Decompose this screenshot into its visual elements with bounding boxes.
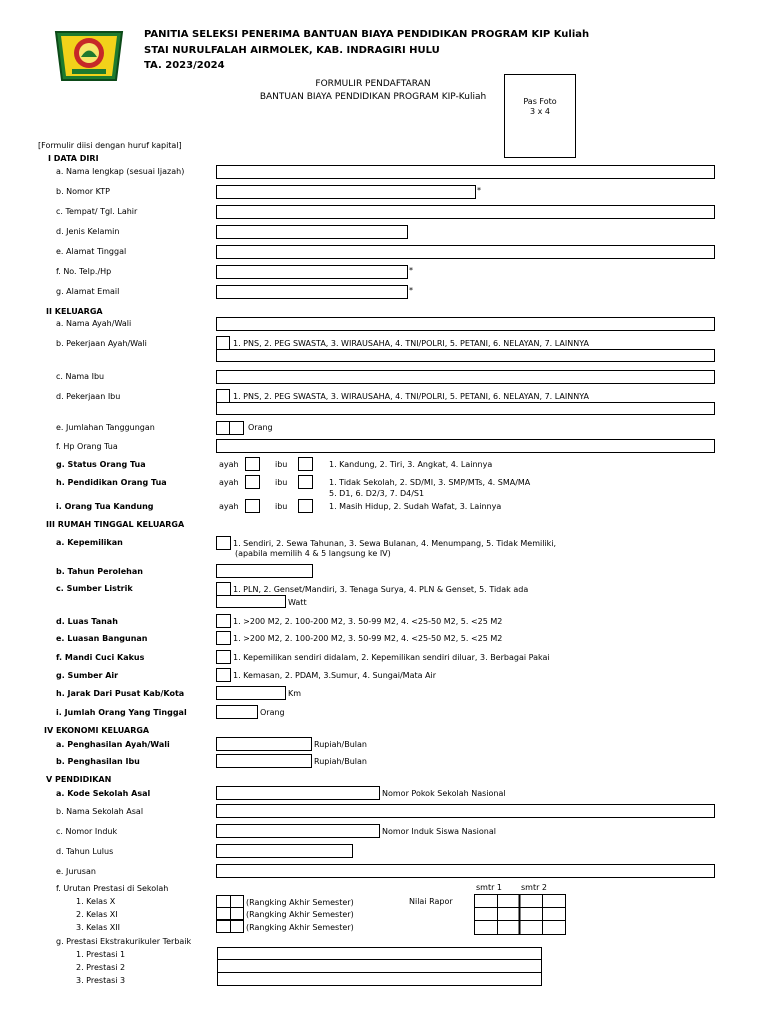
kelas-xii-rank-2[interactable]: [230, 920, 244, 933]
label-tahun-perolehan: b. Tahun Perolehan: [56, 567, 143, 576]
header-line-3: TA. 2023/2024: [144, 60, 225, 71]
mck-field[interactable]: [216, 650, 231, 664]
section-1-title: I DATA DIRI: [48, 154, 99, 163]
penghasilan-ibu-field[interactable]: [216, 754, 312, 768]
kelas-xi-label: 2. Kelas XI: [76, 910, 118, 919]
jarak-unit: Km: [288, 689, 302, 698]
mck-options: 1. Kepemilikan sendiri didalam, 2. Kepemilikan sendiri diluar, 3. Berbagai Pakai: [233, 653, 550, 662]
kelas-xii-rank-1[interactable]: [216, 920, 231, 933]
label-tanggungan: e. Jumlahan Tanggungan: [56, 423, 155, 432]
label-ttl: c. Tempat/ Tgl. Lahir: [56, 207, 138, 216]
label-jumlah-orang: i. Jumlah Orang Yang Tinggal: [56, 708, 187, 717]
kandung-ibu-field[interactable]: [298, 499, 313, 513]
label-nama: a. Nama lengkap (sesuai Ijazah): [56, 167, 185, 176]
kelas-x-label: 1. Kelas X: [76, 897, 116, 906]
form-title: FORMULIR PENDAFTARAN: [315, 79, 431, 89]
status-ibu-field[interactable]: [298, 457, 313, 471]
label-orang-tua-kandung: i. Orang Tua Kandung: [56, 502, 154, 511]
label-mck: f. Mandi Cuci Kakus: [56, 653, 145, 662]
kepemilikan-options-1: 1. Sendiri, 2. Sewa Tahunan, 3. Sewa Bulanan, 4. Menumpang, 5. Tidak Memiliki,: [233, 539, 557, 548]
smtr-2-label: smtr 2: [521, 883, 548, 892]
npsn-label: Nomor Pokok Sekolah Nasional: [382, 789, 506, 798]
kepemilikan-options-2: (apabila memilih 4 & 5 langsung ke IV): [235, 549, 391, 558]
telp-required: *: [409, 266, 413, 275]
nama-field[interactable]: [216, 165, 715, 179]
label-nomor-induk: c. Nomor Induk: [56, 827, 118, 836]
alamat-field[interactable]: [216, 245, 715, 259]
label-email: g. Alamat Email: [56, 287, 120, 296]
penghasilan-ayah-field[interactable]: [216, 737, 312, 751]
kepemilikan-field[interactable]: [216, 536, 231, 550]
label-kepemilikan: a. Kepemilikan: [56, 538, 123, 547]
pekerjaan-ibu-code[interactable]: [216, 389, 230, 403]
label-alamat: e. Alamat Tinggal: [56, 247, 127, 256]
pendidikan-options-1: 1. Tidak Sekolah, 2. SD/MI, 3. SMP/MTs, 4. SMA/MA: [329, 478, 531, 487]
penghasilan-ayah-unit: Rupiah/Bulan: [314, 740, 367, 749]
label-nama-sekolah: b. Nama Sekolah Asal: [56, 807, 144, 816]
label-nama-ayah: a. Nama Ayah/Wali: [56, 319, 132, 328]
label-pekerjaan-ayah: b. Pekerjaan Ayah/Wali: [56, 339, 147, 348]
luas-bangunan-options: 1. >200 M2, 2. 100-200 M2, 3. 50-99 M2, 4. <25-50 M2, 5. <25 M2: [233, 634, 503, 643]
kelas-xii-rank-note: (Rangking Akhir Semester): [246, 923, 354, 932]
header-line-2: STAI NURULFALAH AIRMOLEK, KAB. INDRAGIRI HULU: [144, 45, 440, 56]
luas-tanah-field[interactable]: [216, 614, 231, 628]
jumlah-orang-unit: Orang: [260, 708, 285, 717]
pekerjaan-ibu-options: 1. PNS, 2. PEG SWASTA, 3. WIRAUSAHA, 4. TNI/POLRI, 5. PETANI, 6. NELAYAN, 7. LAINNYA: [233, 392, 589, 401]
tanggungan-field-2[interactable]: [229, 421, 244, 435]
luas-bangunan-field[interactable]: [216, 631, 231, 645]
pekerjaan-ibu-field[interactable]: [216, 402, 715, 415]
tahun-lulus-field[interactable]: [216, 844, 353, 858]
daya-listrik-unit: Watt: [288, 598, 307, 607]
form-note: [Formulir diisi dengan huruf kapital]: [38, 141, 182, 150]
nilai-rapor-label: Nilai Rapor: [409, 897, 453, 906]
pekerjaan-ayah-code[interactable]: [216, 336, 230, 350]
sumber-air-options: 1. Kemasan, 2. PDAM, 3.Sumur, 4. Sungai/Mata Air: [233, 671, 437, 680]
status-ayah-label: ayah: [219, 460, 239, 469]
pekerjaan-ayah-field[interactable]: [216, 349, 715, 362]
label-penghasilan-ibu: b. Penghasilan Ibu: [56, 757, 140, 766]
kelas-xi-rank-1[interactable]: [216, 907, 231, 920]
label-kode-sekolah: a. Kode Sekolah Asal: [56, 789, 151, 798]
kelas-x-rank-note: (Rangking Akhir Semester): [246, 898, 354, 907]
nilai-rapor-grid[interactable]: [474, 894, 566, 936]
status-ibu-label: ibu: [275, 460, 288, 469]
smtr-1-label: smtr 1: [476, 883, 503, 892]
jenis-kelamin-field[interactable]: [216, 225, 408, 239]
pendidikan-options-2: 5. D1, 6. D2/3, 7. D4/S1: [329, 489, 425, 498]
label-penghasilan-ayah: a. Penghasilan Ayah/Wali: [56, 740, 170, 749]
label-jarak: h. Jarak Dari Pusat Kab/Kota: [56, 689, 185, 698]
daya-listrik-field[interactable]: [216, 595, 286, 608]
prestasi-2-field[interactable]: [217, 959, 542, 973]
tanggungan-field-1[interactable]: [216, 421, 230, 435]
kelas-xii-label: 3. Kelas XII: [76, 923, 120, 932]
sumber-listrik-options: 1. PLN, 2. Genset/Mandiri, 3. Tenaga Surya, 4. PLN & Genset, 5. Tidak ada: [233, 585, 529, 594]
form-subtitle: BANTUAN BIAYA PENDIDIKAN PROGRAM KIP-Kuliah: [259, 92, 487, 102]
ktp-required: *: [477, 186, 481, 195]
penghasilan-ibu-unit: Rupiah/Bulan: [314, 757, 367, 766]
label-nama-ibu: c. Nama Ibu: [56, 372, 105, 381]
jurusan-field[interactable]: [216, 864, 715, 878]
kelas-xi-rank-note: (Rangking Akhir Semester): [246, 910, 354, 919]
label-luas-bangunan: e. Luasan Bangunan: [56, 634, 148, 643]
status-options: 1. Kandung, 2. Tiri, 3. Angkat, 4. Lainnya: [329, 460, 493, 469]
label-jurusan: e. Jurusan: [56, 867, 96, 876]
label-pendidikan-orang-tua: h. Pendidikan Orang Tua: [56, 478, 167, 487]
nomor-induk-field[interactable]: [216, 824, 380, 838]
label-tahun-lulus: d. Tahun Lulus: [56, 847, 114, 856]
nama-ayah-field[interactable]: [216, 317, 715, 331]
label-ktp: b. Nomor KTP: [56, 187, 110, 196]
pekerjaan-ayah-options: 1. PNS, 2. PEG SWASTA, 3. WIRAUSAHA, 4. TNI/POLRI, 5. PETANI, 6. NELAYAN, 7. LAINNYA: [233, 339, 589, 348]
label-telp: f. No. Telp./Hp: [56, 267, 112, 276]
section-2-title: II KELUARGA: [46, 307, 103, 316]
prestasi-2-label: 2. Prestasi 2: [76, 963, 126, 972]
tanggungan-unit: Orang: [248, 423, 273, 432]
section-3-title: III RUMAH TINGGAL KELUARGA: [46, 520, 185, 529]
kelas-xi-rank-2[interactable]: [230, 907, 244, 920]
label-luas-tanah: d. Luas Tanah: [56, 617, 118, 626]
section-4-title: IV EKONOMI KELUARGA: [44, 726, 150, 735]
ktp-field[interactable]: [216, 185, 476, 199]
prestasi-3-field[interactable]: [217, 972, 542, 986]
kode-sekolah-field[interactable]: [216, 786, 380, 800]
email-required: *: [409, 286, 413, 295]
label-status-orang-tua: g. Status Orang Tua: [56, 460, 146, 469]
tahun-perolehan-field[interactable]: [216, 564, 313, 578]
pendidikan-ayah-label: ayah: [219, 478, 239, 487]
nama-ibu-field[interactable]: [216, 370, 715, 384]
sumber-air-field[interactable]: [216, 668, 231, 682]
kandung-ayah-label: ayah: [219, 502, 239, 511]
label-prestasi-ekstra: g. Prestasi Ekstrakurikuler Terbaik: [56, 937, 192, 946]
label-sumber-air: g. Sumber Air: [56, 671, 119, 680]
jumlah-orang-field[interactable]: [216, 705, 258, 719]
email-field[interactable]: [216, 285, 408, 299]
label-jenis-kelamin: d. Jenis Kelamin: [56, 227, 120, 236]
label-urutan-prestasi: f. Urutan Prestasi di Sekolah: [56, 884, 169, 893]
section-5-title: V PENDIDIKAN: [46, 775, 112, 784]
photo-size: 3 x 4: [530, 107, 550, 116]
label-hp-orang-tua: f. Hp Orang Tua: [56, 442, 118, 451]
sumber-listrik-field[interactable]: [216, 582, 231, 596]
kandung-ibu-label: ibu: [275, 502, 288, 511]
institution-logo: [50, 26, 128, 86]
ttl-field[interactable]: [216, 205, 715, 219]
hp-orang-tua-field[interactable]: [216, 439, 715, 453]
nama-sekolah-field[interactable]: [216, 804, 715, 818]
prestasi-3-label: 3. Prestasi 3: [76, 976, 126, 985]
luas-tanah-options: 1. >200 M2, 2. 100-200 M2, 3. 50-99 M2, 4. <25-50 M2, 5. <25 M2: [233, 617, 503, 626]
photo-label: Pas Foto: [523, 97, 557, 106]
jarak-field[interactable]: [216, 686, 286, 700]
nisn-label: Nomor Induk Siswa Nasional: [382, 827, 496, 836]
prestasi-1-label: 1. Prestasi 1: [76, 950, 126, 959]
header-line-1: PANITIA SELEKSI PENERIMA BANTUAN BIAYA PENDIDIKAN PROGRAM KIP Kuliah: [144, 29, 590, 40]
pendidikan-ibu-label: ibu: [275, 478, 288, 487]
kandung-options: 1. Masih Hidup, 2. Sudah Wafat, 3. Lainnya: [329, 502, 502, 511]
telp-field[interactable]: [216, 265, 408, 279]
pendidikan-ibu-field[interactable]: [298, 475, 313, 489]
kandung-ayah-field[interactable]: [245, 499, 260, 513]
pendidikan-ayah-field[interactable]: [245, 475, 260, 489]
status-ayah-field[interactable]: [245, 457, 260, 471]
label-pekerjaan-ibu: d. Pekerjaan Ibu: [56, 392, 121, 401]
photo-box: [504, 74, 576, 158]
label-sumber-listrik: c. Sumber Listrik: [56, 584, 133, 593]
